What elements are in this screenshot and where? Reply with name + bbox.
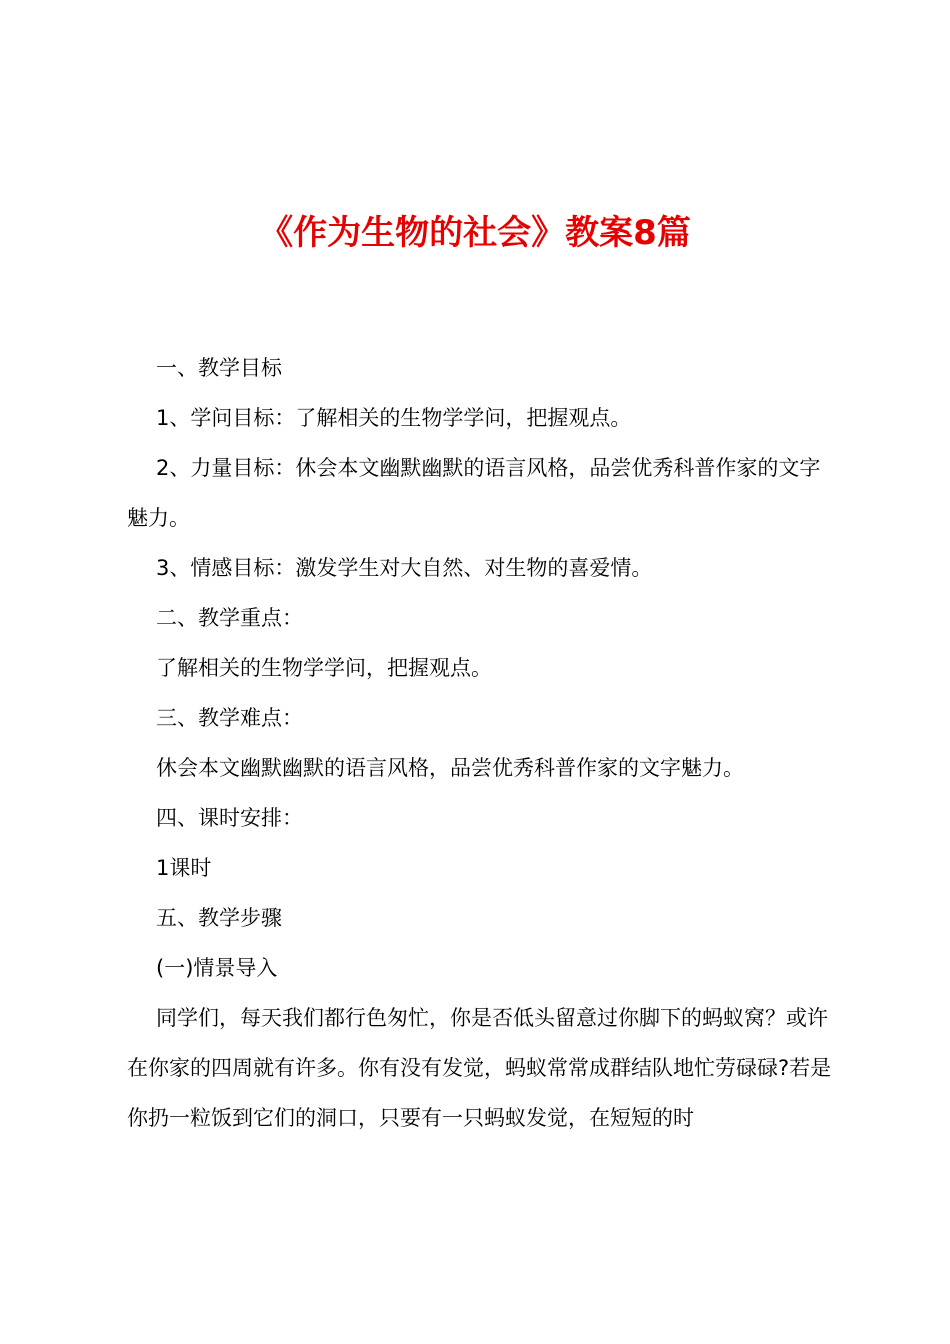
paragraph: 五、教学步骤 — [156, 906, 282, 930]
paragraph: 1课时 — [156, 856, 212, 880]
paragraph: (一)情景导入 — [156, 956, 278, 980]
paragraph: 二、教学重点： — [156, 606, 303, 630]
document-body — [127, 343, 833, 1143]
paragraph: 2、力量目标：休会本文幽默幽默的语言风格，品尝优秀科普作家的文字魅力。 — [127, 456, 821, 530]
paragraph: 四、课时安排： — [156, 806, 303, 830]
paragraph: 休会本文幽默幽默的语言风格，品尝优秀科普作家的文字魅力。 — [156, 756, 744, 780]
paragraph: 同学们，每天我们都行色匆忙，你是否低头留意过你脚下的蚂蚁窝？或许在你家的四周就有许多。你有没有发觉，蚂蚁常常成群结队地忙劳碌碌?若是你扔一粒饭到它们的洞口，只要有一只蚂蚁发觉，在短短的时 — [127, 1006, 832, 1130]
paragraph: 1、学问目标：了解相关的生物学学问，把握观点。 — [156, 406, 632, 430]
paragraph: 3、情感目标：激发学生对大自然、对生物的喜爱情。 — [156, 556, 653, 580]
paragraph: 了解相关的生物学学问，把握观点。 — [156, 656, 492, 680]
paragraph: 一、教学目标 — [156, 356, 282, 380]
document-title: 《作为生物的社会》教案8篇 — [259, 213, 691, 253]
paragraph: 三、教学难点： — [156, 706, 303, 730]
